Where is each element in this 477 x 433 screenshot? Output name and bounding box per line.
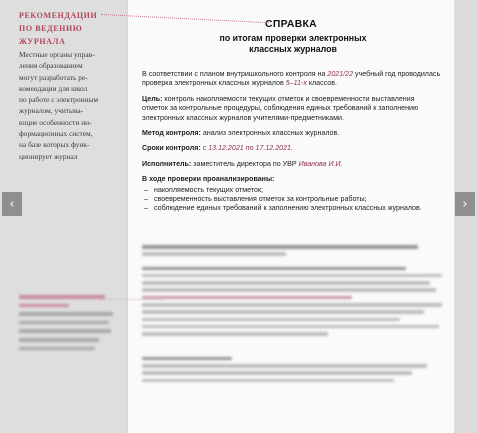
blurred-line [142,310,424,314]
executor-name: Иванова И.И. [298,159,343,168]
period-text: с 13.12.2021 по 17.12.2021. [200,144,293,153]
right-gutter [454,0,477,433]
executor-label: Исполнитель: [142,159,192,168]
margin-note-blurred [19,295,119,355]
intro-year: 2021/22 [327,70,354,78]
blurred-line [19,329,111,333]
blurred-line [19,338,99,342]
list-item: – соблюдение единых требований к заполнению электронных классных журналов. [142,204,442,213]
method-paragraph [142,129,442,138]
blurred-line [19,347,95,351]
list-item: – своевременность выставления отметок за контрольные работы; [142,195,442,204]
blurred-line [142,267,406,271]
blurred-line [142,357,232,361]
goal-text: контроль накопляемости текущих отметок и своевременности выставления отметок за контрольные процедуры, соблюдения единых требований к заполнению электронных классных журналов учителями-предметниками. [142,94,419,122]
margin-note-line: ющие особенности ин- [19,117,92,127]
period-paragraph [142,144,442,153]
intro-text: классов. [306,79,337,88]
blurred-line [142,296,352,300]
blurred-heading [142,344,442,351]
blurred-line [142,274,442,278]
method-text: анализ электронных классных журналов. [200,129,340,138]
blurred-line [19,304,69,308]
document-subtitle [188,33,398,55]
goal-label: Цель: [142,94,163,103]
intro-classes: 5–11-х [285,79,307,88]
period-label: Сроки контроля: [142,144,201,153]
chevron-left-icon: ‹ [9,196,15,212]
document-subtitle-line: по итогам проверки электронных [219,33,367,43]
document-body [142,70,442,214]
blurred-line [19,321,109,325]
margin-note-leader-line [100,299,162,300]
margin-note-line: ционирует журнал [19,151,78,161]
blurred-line [142,281,430,285]
margin-note-heading-line: РЕКОМЕНДАЦИИ [19,11,98,20]
previous-page-button[interactable] [2,192,22,216]
margin-note-line: комендации для школ [19,83,88,93]
blurred-line [142,288,436,292]
next-page-button[interactable] [455,192,475,216]
list-item: – накопляемость текущих отметок; [142,186,442,195]
checked-label: В ходе проверки проанализированы: [142,175,275,184]
blurred-content [142,232,442,427]
checked-list [142,186,442,214]
blurred-line [142,371,412,375]
checked-paragraph [142,175,442,184]
document-page [128,0,454,433]
blurred-line [142,332,328,336]
margin-note-line: на базе которых функ- [19,140,90,150]
margin-note-line: ления образованием [19,61,83,71]
blurred-line [19,312,113,316]
blurred-line [142,318,400,322]
blurred-line [142,379,394,383]
margin-note-line: Местные органы управ- [19,50,95,59]
goal-paragraph [142,95,442,123]
blurred-heading [142,232,442,239]
margin-note-body [19,49,123,162]
document-subtitle-line: классных журналов [249,44,337,54]
blurred-line [142,364,427,368]
blurred-line [142,303,442,307]
executor-text: заместитель директора по УВР [191,159,299,168]
margin-note-heading-line: ЖУРНАЛА [19,37,66,46]
margin-note-line: формационных систем, [19,129,93,139]
document-title: СПРАВКА [265,19,317,30]
intro-text: В соответствии с планом внутришкольного контроля на [142,70,328,78]
blurred-line [142,252,286,256]
method-label: Метод контроля: [142,129,201,138]
executor-paragraph [142,160,442,169]
blurred-line [142,245,418,249]
intro-text: учебный год проводилась проверка электронных классных журналов [142,70,441,88]
margin-note-heading-line: ПО ВЕДЕНИЮ [19,24,83,33]
blurred-line [142,325,439,329]
margin-note-line: журналом, учитыва- [19,106,84,116]
margin-note [19,9,123,162]
margin-note-line: могут разработать ре- [19,72,88,82]
margin-note-line: по работе с электронным [19,95,99,105]
blurred-line [19,295,105,299]
intro-paragraph [142,70,442,89]
chevron-right-icon: › [462,196,468,212]
